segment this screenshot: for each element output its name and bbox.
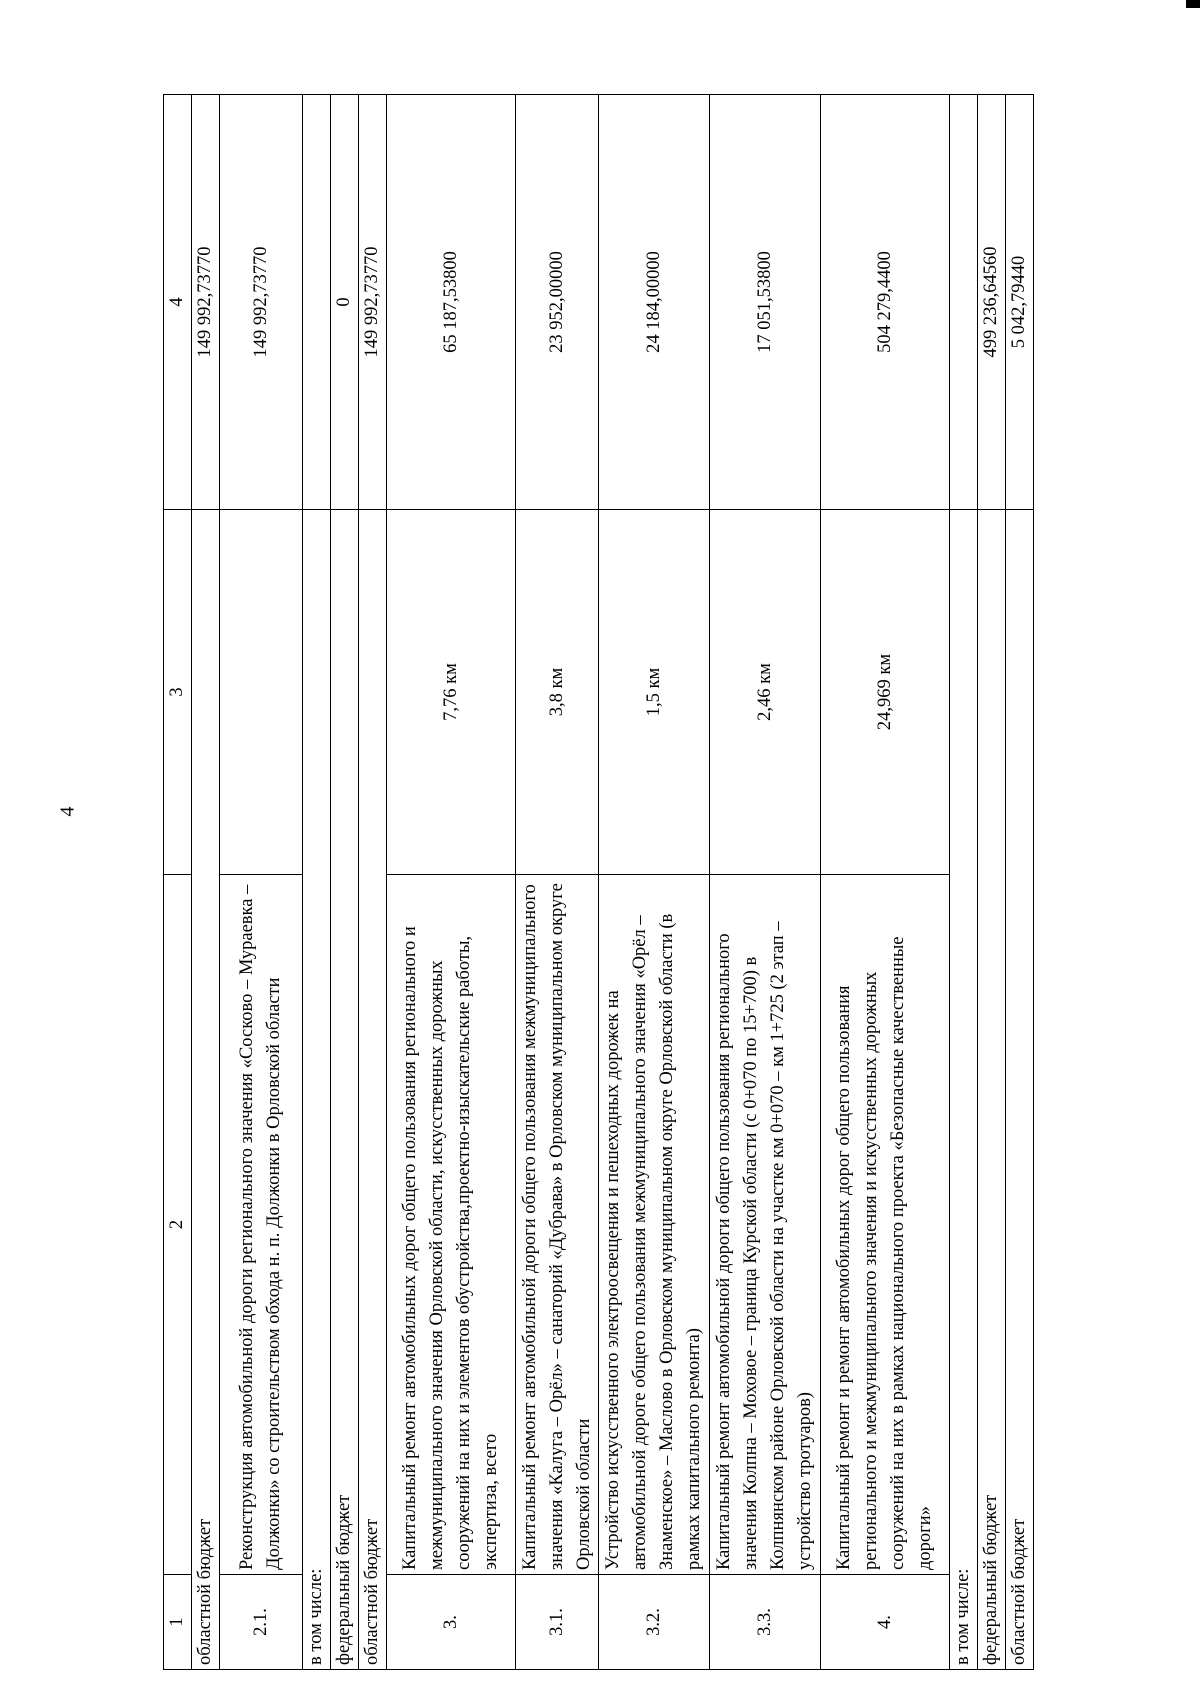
corner-mark [1186,0,1200,8]
row-length: 7,76 км [387,510,516,875]
row-number: 3.1. [516,1575,599,1670]
row-length: 1,5 км [599,510,710,875]
row-description: Устройство искусственного электроосвещения и пешеходных дорожек на автомобильной дороге общего пользования межмуниципального значения «Орёл – Знаменское» – Маслово в Орловском муниципальном округе Орловской области (в рамках капитального ремонта) [599,875,710,1575]
row-number: 3.3. [710,1575,821,1670]
table-row-item [516,95,599,1670]
table-row-label [978,95,1006,1670]
row-value: 149 992,73770 [220,95,303,510]
table-row-item [710,95,821,1670]
row-label: областной бюджет [1006,510,1034,1670]
table-row-label [1006,95,1034,1670]
header-row [164,95,192,1670]
rotated-page-content [163,95,1063,1670]
table-row-item [821,95,950,1670]
row-label: областной бюджет [192,510,220,1670]
budget-table [163,94,1034,1670]
table-row-item [387,95,516,1670]
row-length: 24,969 км [821,510,950,875]
row-value [950,95,978,510]
row-number: 3.2. [599,1575,710,1670]
row-label: областной бюджет [359,510,387,1670]
table-row-label [331,95,359,1670]
row-length: 2,46 км [710,510,821,875]
row-label: федеральный бюджет [331,510,359,1670]
row-value: 149 992,73770 [359,95,387,510]
row-value: 17 051,53800 [710,95,821,510]
table-row-label [950,95,978,1670]
row-label: в том числе: [303,510,331,1670]
row-value: 23 952,00000 [516,95,599,510]
header-cell-4: 4 [164,95,192,510]
row-label: федеральный бюджет [978,510,1006,1670]
header-cell-3: 3 [164,510,192,875]
row-value: 24 184,00000 [599,95,710,510]
row-description: Капитальный ремонт автомобильной дороги общего пользования межмуниципального значения «Калуга – Орёл» – санаторий «Дубрава» в Орловском муниципальном округе Орловской области [516,875,599,1575]
row-description: Капитальный ремонт автомобильной дороги общего пользования регионального значения Колпна – Моховое – граница Курской области (с 0+070 по 15+700) в Колпнянском районе Орловской области на участке км 0+070 – км 1+725 (2 этап – устройство тротуаров) [710,875,821,1575]
row-number: 4. [821,1575,950,1670]
row-value: 504 279,4400 [821,95,950,510]
table-row-label [359,95,387,1670]
row-description: Реконструкция автомобильной дороги регионального значения «Сосково – Мураевка – Должонки» со строительством обхода н. п. Должонки в Орловской области [220,875,303,1575]
row-value: 499 236,64560 [978,95,1006,510]
page-number: 4 [56,806,79,817]
row-value: 65 187,53800 [387,95,516,510]
row-label: в том числе: [950,510,978,1670]
row-number: 2.1. [220,1575,303,1670]
table-row-item [599,95,710,1670]
table-row-label [192,95,220,1670]
header-cell-2: 2 [164,875,192,1575]
row-description: Капитальный ремонт и ремонт автомобильных дорог общего пользования регионального и межмуниципального значения и искусственных дорожных сооружений на них в рамках национального проекта «Безопасные качественные дороги» [821,875,950,1575]
row-length: 3,8 км [516,510,599,875]
row-number: 3. [387,1575,516,1670]
header-cell-1: 1 [164,1575,192,1670]
row-value: 149 992,73770 [192,95,220,510]
table-row-item [220,95,303,1670]
row-length [220,510,303,875]
row-description: Капитальный ремонт автомобильных дорог общего пользования регионального и межмуниципального значения Орловской области, искусственных дорожных сооружений на них и элементов обустройства,проектно-изыскательские работы, экспертиза, всего [387,875,516,1575]
table-row-label [303,95,331,1670]
row-value [303,95,331,510]
row-value: 5 042,79440 [1006,95,1034,510]
row-value: 0 [331,95,359,510]
